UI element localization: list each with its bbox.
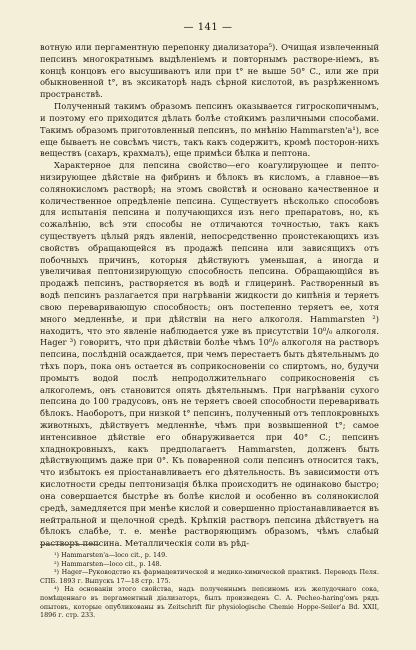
footnote-3: ³) Hager—Руководство къ фармацевтической и медико-химической практикѣ. Переводъ Пеля. СПБ. 1893 г. Выпускъ 17—18 стр. 175. xyxy=(40,568,379,585)
page-number: — 141 — xyxy=(183,22,233,33)
paragraph-3: Характерное для пепсина свойство—его коагулирующее и пепто-низирующее дѣйствіе на фибринъ и бѣлокъ въ кисломъ, а главное—въ солянокисломъ растворѣ; на этомъ свойствѣ и основано качественное и количественное опредѣленіе пепсина. Существуетъ нѣсколько способовъ для испытанія пепсина и получающихся изъ него препаратовъ, но, къ сожалѣнію, всѣ эти способы не отличаются точностью, такъ какъ существуетъ цѣлый рядъ явленій, непосредственно проистекающихъ изъ свойствъ обращающейся въ продажѣ пепсина или зависящихъ отъ побочныхъ причинъ, которыя дѣйствуютъ уменьшая, а иногда и увеличивая пептонизирующую способность пепсина. Обращающійся въ продажѣ пепсинъ, растворяется въ водѣ и глицеринѣ. Растворенный въ водѣ пепсинъ разлагается при нагрѣваніи жидкости до кипѣнія и теряетъ свою переваривающую способность; онъ постепенно теряетъ ее, хотя много медленнѣе, и при дѣйствіи на него алкоголя. Hammarsten ²) находитъ, что это явленіе наблюдается уже въ присутствіи 10⁰/₀ алкоголя. Hager ³) говоритъ, что при дѣйствіи болѣе чѣмъ 10⁰/₀ алкоголя на растворъ пепсина, послѣдній осаждается, при чемъ перестаетъ быть дѣятельнымъ до тѣхъ поръ, пока онъ остается въ соприкосновеніи со спиртомъ, но, будучи промытъ водой послѣ непродолжительнаго соприкосновенія съ алкоголемъ, онъ становится опять дѣятельнымъ. При нагрѣваніи сухого пепсина до 100 градусовъ, онъ не теряетъ своей способности переваривать бѣлокъ. Наоборотъ, при низкой t° пепсинъ, полученный отъ теплокровныхъ животныхъ, дѣйствуетъ медленнѣе, чѣмъ при возвышенной t°; самое интенсивное дѣйствіе его обнаруживается при 40° C.; пепсинъ хладнокровныхъ, какъ предполагаетъ Hammarsten, долженъ быть дѣйствующимъ даже при 0°. Къ поваренной соли пепсинъ относится такъ, что избытокъ ея пріостанавливаетъ его дѣятельность. Въ зависимости отъ кислотности среды пептонизація бѣлка происходитъ не одинаково быстро; она совершается быстрѣе въ болѣе кислой и особенно въ солянокислой средѣ, замедляется при менѣе кислой и совершенно пріостанавливается въ нейтральной и щелочной средѣ. Крѣпкій растворъ пепсина дѣйствуетъ на бѣлокъ слабѣе, т. е. менѣе растворяющимъ образомъ, чѣмъ слабый растворъ пепсина. Металлическія соли въ рѣд- xyxy=(40,160,379,549)
paragraph-1: вотную или пергаментную перепонку диализатора⁵). Очищая извлеченный пепсинъ многократнымъ выдѣленіемъ и повторнымъ растворе-ніемъ, въ концѣ концовъ его высушиваютъ или при t° не выше 50° C., или же при обыкновенной t°, въ эксикаторѣ надъ сѣрной кислотой, въ разрѣженномъ пространствѣ. xyxy=(40,42,379,100)
paragraph-2: Полученный такимъ образомъ пепсинъ оказывается гигроскопичнымъ, и поэтому его приходится дѣлать болѣе стойкимъ различными способами. Такимъ образомъ приготовленный пепсинъ, по мнѣнію Hammarsten'а¹), все еще бываетъ не совсѣмъ чистъ, такъ какъ содержитъ, кромѣ посторон-нихъ веществъ (сахаръ, крахмалъ), еще примѣси бѣлка и пептона. xyxy=(40,101,379,159)
footnote-4: ⁴) На основаніи этого свойства, надъ полученнымъ пепсиномъ изъ желудочнаго сока, помѣщеннаго въ пергаментный діализаторъ, былъ произведенъ С. А. Pecheo-haring'омъ рядъ опытовъ, которые опубликованы въ Zeitschrift für physiologische Chemie Hoppe-Seiler'a Bd. XXII, 1896 г. стр. 233. xyxy=(40,585,379,620)
footnote-2: ²) Hammarsten—loco cit., p. 148. xyxy=(54,559,162,568)
footnotes xyxy=(40,551,379,620)
footnote-divider xyxy=(40,544,100,545)
footnote-1: ¹) Hammarsten'a—loco cit., p. 149. xyxy=(54,551,168,559)
body-text xyxy=(40,42,379,550)
